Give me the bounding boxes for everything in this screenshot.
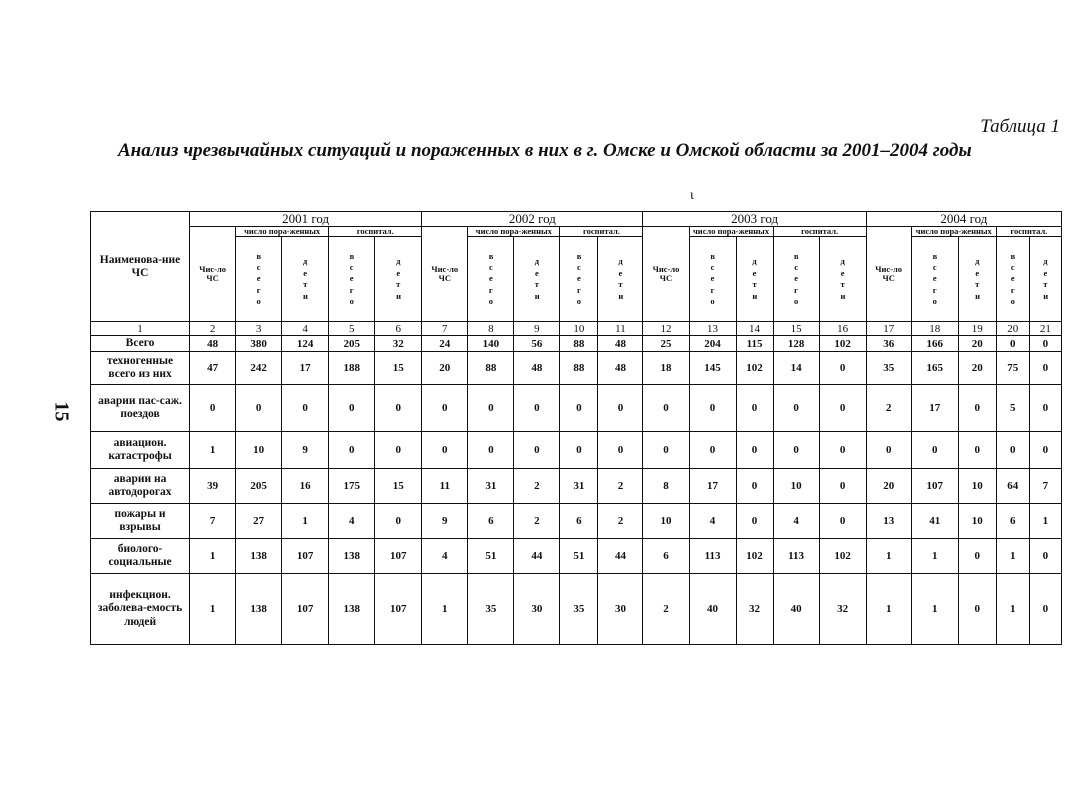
column-number-cell: 4 <box>282 322 329 336</box>
table-cell: 2 <box>514 469 560 504</box>
table-cell: 32 <box>375 336 422 352</box>
table-cell: 64 <box>996 469 1029 504</box>
column-number-cell: 3 <box>236 322 282 336</box>
page-number: 15 <box>50 401 73 422</box>
table-cell: 0 <box>736 469 773 504</box>
table-cell: 25 <box>643 336 689 352</box>
table-cell: 0 <box>560 385 598 432</box>
header-count: Чис-ло ЧС <box>866 227 911 322</box>
table-cell: 10 <box>958 469 996 504</box>
column-number-cell: 18 <box>911 322 958 336</box>
table-cell: 30 <box>598 574 643 645</box>
table-cell: 48 <box>190 336 236 352</box>
column-number-cell: 19 <box>958 322 996 336</box>
table-cell: 10 <box>773 469 819 504</box>
header-children: дети <box>514 237 560 322</box>
table-cell: 0 <box>560 432 598 469</box>
margin-mark: ι <box>690 188 694 203</box>
table-cell: 17 <box>282 352 329 385</box>
column-number-cell: 13 <box>689 322 736 336</box>
table-cell: 15 <box>375 469 422 504</box>
table-cell: 0 <box>958 574 996 645</box>
table-cell: 166 <box>911 336 958 352</box>
table-cell: 0 <box>689 385 736 432</box>
table-cell: 2 <box>866 385 911 432</box>
table-cell: 113 <box>773 539 819 574</box>
row-name: аварии на автодорогах <box>91 469 190 504</box>
table-cell: 2 <box>598 469 643 504</box>
column-number-cell: 14 <box>736 322 773 336</box>
column-number-cell: 11 <box>598 322 643 336</box>
table-cell: 0 <box>819 432 866 469</box>
column-number-cell: 6 <box>375 322 422 336</box>
table-cell: 40 <box>773 574 819 645</box>
column-number-cell: 21 <box>1029 322 1061 336</box>
table-cell: 0 <box>736 385 773 432</box>
header-total: всего <box>329 237 375 322</box>
table-cell: 204 <box>689 336 736 352</box>
header-year-2004: 2004 год <box>866 212 1061 227</box>
header-year-2001: 2001 год <box>190 212 422 227</box>
table-cell: 0 <box>468 385 514 432</box>
table-cell: 0 <box>514 432 560 469</box>
table-cell: 35 <box>468 574 514 645</box>
row-name: инфекцион. заболева-емость людей <box>91 574 190 645</box>
table-cell: 88 <box>468 352 514 385</box>
table-cell: 128 <box>773 336 819 352</box>
column-number-cell: 15 <box>773 322 819 336</box>
table-cell: 56 <box>514 336 560 352</box>
table-cell: 1 <box>996 574 1029 645</box>
table-row <box>91 504 1062 539</box>
table-cell: 0 <box>598 385 643 432</box>
emergency-table <box>90 211 1062 645</box>
table-cell: 107 <box>911 469 958 504</box>
table-cell: 107 <box>282 539 329 574</box>
table-cell: 1 <box>282 504 329 539</box>
table-cell: 24 <box>422 336 468 352</box>
table-cell: 205 <box>329 336 375 352</box>
header-count: Чис-ло ЧС <box>643 227 689 322</box>
header-children: дети <box>736 237 773 322</box>
table-cell: 17 <box>689 469 736 504</box>
table-cell: 0 <box>996 432 1029 469</box>
table-cell: 41 <box>911 504 958 539</box>
table-cell: 1 <box>911 574 958 645</box>
table-cell: 6 <box>560 504 598 539</box>
table-cell: 39 <box>190 469 236 504</box>
table-cell: 138 <box>329 574 375 645</box>
table-cell: 0 <box>643 385 689 432</box>
table-cell: 10 <box>643 504 689 539</box>
table-cell: 0 <box>329 385 375 432</box>
table-cell: 0 <box>1029 432 1061 469</box>
header-hospital: госпитал. <box>773 227 866 237</box>
table-cell: 47 <box>190 352 236 385</box>
table-cell: 44 <box>514 539 560 574</box>
table-cell: 10 <box>236 432 282 469</box>
table-cell: 7 <box>190 504 236 539</box>
header-total: всего <box>773 237 819 322</box>
header-total: всего <box>560 237 598 322</box>
header-hospital: госпитал. <box>329 227 422 237</box>
table-cell: 0 <box>911 432 958 469</box>
table-cell: 4 <box>422 539 468 574</box>
table-cell: 0 <box>819 352 866 385</box>
table-cell: 0 <box>819 469 866 504</box>
row-name: пожары и взрывы <box>91 504 190 539</box>
table-row <box>91 469 1062 504</box>
header-children: дети <box>375 237 422 322</box>
table-cell: 242 <box>236 352 282 385</box>
table-cell: 11 <box>422 469 468 504</box>
row-name: Всего <box>91 336 190 352</box>
table-cell: 0 <box>1029 336 1061 352</box>
table-cell: 4 <box>329 504 375 539</box>
header-count: Чис-ло ЧС <box>190 227 236 322</box>
column-number-cell: 7 <box>422 322 468 336</box>
table-cell: 16 <box>282 469 329 504</box>
table-cell: 165 <box>911 352 958 385</box>
table-cell: 8 <box>643 469 689 504</box>
table-cell: 0 <box>996 336 1029 352</box>
table-cell: 31 <box>468 469 514 504</box>
header-total: всего <box>689 237 736 322</box>
table-cell: 6 <box>468 504 514 539</box>
header-total: всего <box>468 237 514 322</box>
column-number-cell: 1 <box>91 322 190 336</box>
column-number-cell: 10 <box>560 322 598 336</box>
table-cell: 0 <box>866 432 911 469</box>
table-cell: 32 <box>819 574 866 645</box>
table-cell: 0 <box>1029 574 1061 645</box>
table-cell: 15 <box>375 352 422 385</box>
table-cell: 0 <box>514 385 560 432</box>
table-cell: 9 <box>422 504 468 539</box>
table-cell: 31 <box>560 469 598 504</box>
header-hospital: госпитал. <box>560 227 643 237</box>
header-hospital: госпитал. <box>996 227 1061 237</box>
table-cell: 0 <box>375 504 422 539</box>
header-row-years <box>91 212 1062 227</box>
header-name-col: Наименова-ние ЧС <box>91 212 190 322</box>
header-year-2002: 2002 год <box>422 212 643 227</box>
table-row <box>91 574 1062 645</box>
table-cell: 2 <box>643 574 689 645</box>
table-cell: 1 <box>190 574 236 645</box>
table-cell: 36 <box>866 336 911 352</box>
header-injured: число пора-женных <box>911 227 996 237</box>
column-number-row <box>91 322 1062 336</box>
table-cell: 20 <box>958 336 996 352</box>
table-row <box>91 385 1062 432</box>
table-cell: 0 <box>282 385 329 432</box>
table-cell: 51 <box>560 539 598 574</box>
table-cell: 2 <box>514 504 560 539</box>
table-cell: 102 <box>819 539 866 574</box>
table-cell: 0 <box>236 385 282 432</box>
table-cell: 0 <box>689 432 736 469</box>
table-cell: 380 <box>236 336 282 352</box>
header-children: дети <box>1029 237 1061 322</box>
table-label: Таблица 1 <box>980 116 1060 137</box>
table-cell: 88 <box>560 336 598 352</box>
table-row <box>91 352 1062 385</box>
header-total: всего <box>911 237 958 322</box>
table-row <box>91 432 1062 469</box>
table-cell: 205 <box>236 469 282 504</box>
header-row-groups <box>91 227 1062 237</box>
row-name: биолого-социальные <box>91 539 190 574</box>
table-cell: 13 <box>866 504 911 539</box>
table-cell: 0 <box>422 432 468 469</box>
table-cell: 20 <box>866 469 911 504</box>
header-total: всего <box>996 237 1029 322</box>
column-number-cell: 5 <box>329 322 375 336</box>
table-cell: 0 <box>819 504 866 539</box>
table-cell: 1 <box>422 574 468 645</box>
table-cell: 0 <box>468 432 514 469</box>
table-cell: 9 <box>282 432 329 469</box>
table-cell: 0 <box>1029 352 1061 385</box>
header-year-2003: 2003 год <box>643 212 866 227</box>
table-cell: 1 <box>190 432 236 469</box>
row-name: аварии пас-саж. поездов <box>91 385 190 432</box>
table-cell: 44 <box>598 539 643 574</box>
header-row-vertical <box>91 237 1062 322</box>
table-cell: 32 <box>736 574 773 645</box>
table-cell: 1 <box>190 539 236 574</box>
table-cell: 17 <box>911 385 958 432</box>
table-cell: 0 <box>422 385 468 432</box>
header-children: дети <box>282 237 329 322</box>
table-cell: 10 <box>958 504 996 539</box>
table-cell: 35 <box>560 574 598 645</box>
table-cell: 0 <box>958 432 996 469</box>
table-cell: 0 <box>598 432 643 469</box>
table-cell: 0 <box>375 432 422 469</box>
table-cell: 48 <box>598 336 643 352</box>
table-cell: 107 <box>375 539 422 574</box>
table-cell: 0 <box>773 432 819 469</box>
column-number-cell: 2 <box>190 322 236 336</box>
table-cell: 102 <box>736 539 773 574</box>
table-cell: 107 <box>375 574 422 645</box>
table-cell: 51 <box>468 539 514 574</box>
table-cell: 5 <box>996 385 1029 432</box>
table-row <box>91 539 1062 574</box>
column-number-cell: 12 <box>643 322 689 336</box>
table-cell: 7 <box>1029 469 1061 504</box>
table-cell: 0 <box>958 385 996 432</box>
column-number-cell: 17 <box>866 322 911 336</box>
column-number-cell: 9 <box>514 322 560 336</box>
table-cell: 102 <box>736 352 773 385</box>
table-cell: 48 <box>598 352 643 385</box>
table-cell: 1 <box>866 539 911 574</box>
table-cell: 35 <box>866 352 911 385</box>
table-cell: 1 <box>866 574 911 645</box>
table-cell: 6 <box>996 504 1029 539</box>
table-cell: 188 <box>329 352 375 385</box>
table-cell: 6 <box>643 539 689 574</box>
row-name: техногенные всего из них <box>91 352 190 385</box>
header-children: дети <box>819 237 866 322</box>
table-cell: 1 <box>911 539 958 574</box>
table-cell: 0 <box>958 539 996 574</box>
table-cell: 48 <box>514 352 560 385</box>
header-children: дети <box>958 237 996 322</box>
header-total: всего <box>236 237 282 322</box>
table-cell: 140 <box>468 336 514 352</box>
row-name: авиацион. катастрофы <box>91 432 190 469</box>
table-cell: 0 <box>1029 385 1061 432</box>
table-cell: 0 <box>736 504 773 539</box>
column-number-cell: 8 <box>468 322 514 336</box>
table-cell: 0 <box>329 432 375 469</box>
table-cell: 40 <box>689 574 736 645</box>
table-cell: 102 <box>819 336 866 352</box>
table-row <box>91 336 1062 352</box>
table-cell: 27 <box>236 504 282 539</box>
table-cell: 1 <box>1029 504 1061 539</box>
header-injured: число пора-женных <box>468 227 560 237</box>
header-injured: число пора-женных <box>236 227 329 237</box>
column-number-cell: 16 <box>819 322 866 336</box>
table-cell: 88 <box>560 352 598 385</box>
header-children: дети <box>598 237 643 322</box>
table-cell: 107 <box>282 574 329 645</box>
header-count: Чис-ло ЧС <box>422 227 468 322</box>
table-cell: 4 <box>773 504 819 539</box>
table-cell: 0 <box>773 385 819 432</box>
table-cell: 1 <box>996 539 1029 574</box>
table-cell: 0 <box>1029 539 1061 574</box>
table-cell: 113 <box>689 539 736 574</box>
table-cell: 18 <box>643 352 689 385</box>
table-cell: 4 <box>689 504 736 539</box>
table-cell: 20 <box>958 352 996 385</box>
table-cell: 145 <box>689 352 736 385</box>
table-cell: 0 <box>736 432 773 469</box>
table-cell: 2 <box>598 504 643 539</box>
table-cell: 138 <box>236 539 282 574</box>
table-cell: 0 <box>819 385 866 432</box>
table-cell: 138 <box>329 539 375 574</box>
header-injured: число пора-женных <box>689 227 773 237</box>
table-cell: 138 <box>236 574 282 645</box>
table-cell: 14 <box>773 352 819 385</box>
table-cell: 115 <box>736 336 773 352</box>
table-title: Анализ чрезвычайных ситуаций и пораженных в них в г. Омске и Омской области за 2001–2004 годы <box>118 140 972 161</box>
table-cell: 75 <box>996 352 1029 385</box>
table-cell: 124 <box>282 336 329 352</box>
table-cell: 175 <box>329 469 375 504</box>
column-number-cell: 20 <box>996 322 1029 336</box>
table-cell: 0 <box>643 432 689 469</box>
table-cell: 30 <box>514 574 560 645</box>
table-cell: 20 <box>422 352 468 385</box>
table-cell: 0 <box>375 385 422 432</box>
table-cell: 0 <box>190 385 236 432</box>
